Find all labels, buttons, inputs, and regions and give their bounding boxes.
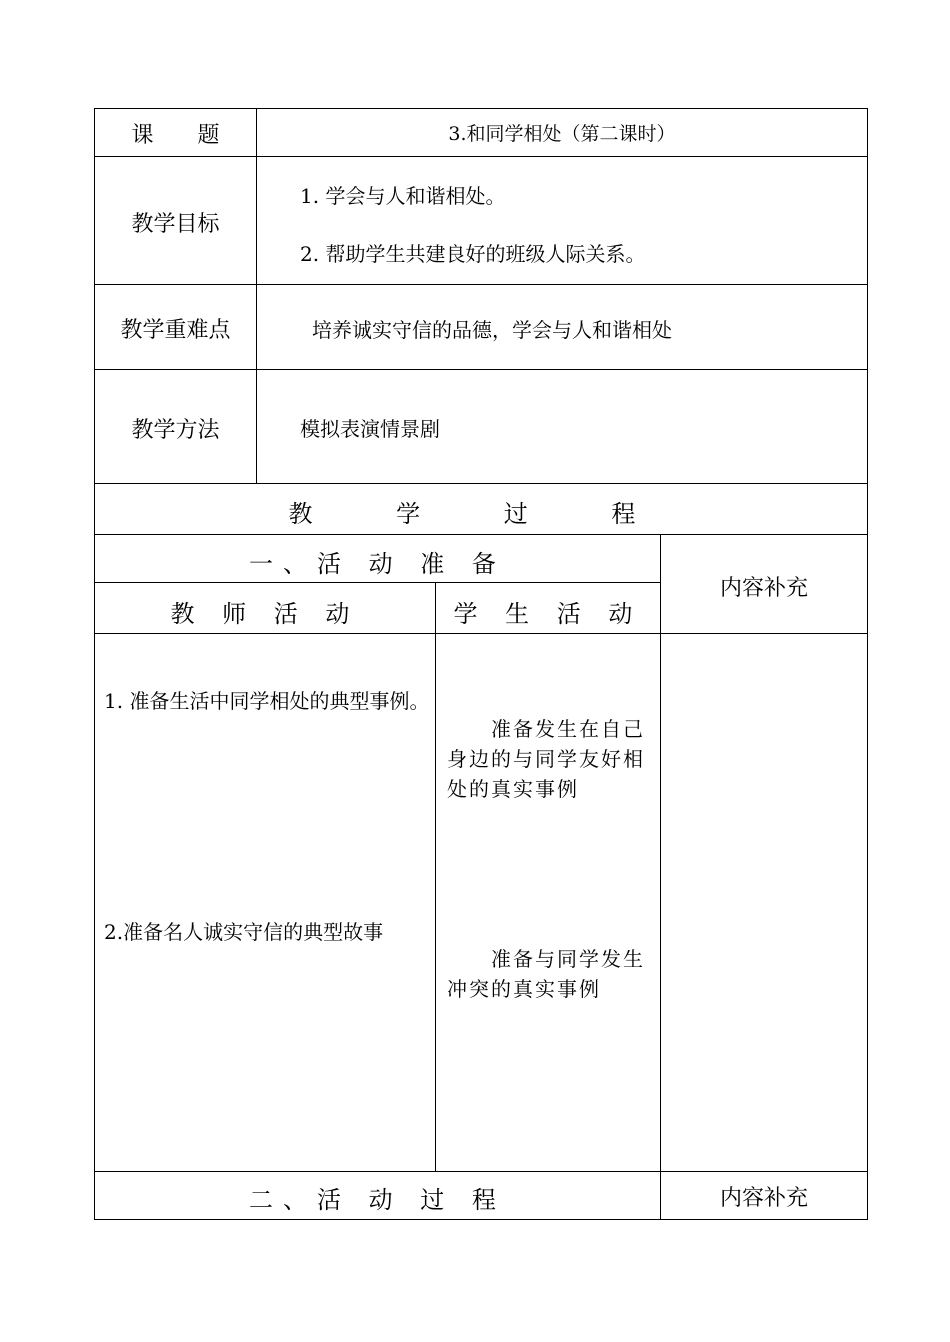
- teacher-activity-item: 2.准备名人诚实守信的典型故事: [104, 920, 384, 944]
- supplement-header-2: 内容补充: [719, 1186, 808, 1211]
- section1-title: 一、活 动 准 备: [249, 550, 506, 578]
- label-column-divider: [256, 108, 257, 484]
- row-divider: [94, 582, 660, 583]
- goal-item: 2. 帮助学生共建良好的班级人际关系。: [300, 242, 646, 266]
- topic-label: 课 题: [131, 123, 220, 148]
- teacher-activity-header: 教 师 活 动: [170, 600, 360, 628]
- topic-value: 3.和同学相处（第二课时）: [448, 123, 676, 145]
- table-border-right: [867, 108, 868, 1220]
- row-divider: [94, 483, 868, 484]
- process-title: 教 学 过 程: [288, 500, 674, 528]
- goal-item: 1. 学会与人和谐相处。: [300, 184, 506, 208]
- row-divider: [94, 534, 868, 535]
- row-divider: [94, 369, 868, 370]
- goals-label: 教学目标: [131, 212, 220, 237]
- teacher-student-divider: [435, 582, 436, 1172]
- student-activity-header: 学 生 活 动: [453, 600, 643, 628]
- row-divider: [94, 156, 868, 157]
- row-divider: [94, 1171, 868, 1172]
- supplement-header: 内容补充: [719, 576, 808, 601]
- student-activity-item: 准备与同学发生冲突的真实事例: [447, 947, 645, 1001]
- table-border-left: [94, 108, 95, 1220]
- teacher-activity-item: 1. 准备生活中同学相处的典型事例。: [104, 689, 430, 713]
- row-divider: [94, 284, 868, 285]
- table-border-bottom: [94, 1219, 868, 1220]
- section2-title: 二、活 动 过 程: [249, 1186, 506, 1214]
- student-activity-item: 准备发生在自己身边的与同学友好相处的真实事例: [447, 717, 645, 801]
- row-divider: [94, 633, 868, 634]
- method-label: 教学方法: [131, 418, 220, 443]
- focus-label: 教学重难点: [120, 318, 231, 343]
- focus-value: 培养诚实守信的品德，学会与人和谐相处: [312, 318, 672, 342]
- table-border-top: [94, 108, 868, 109]
- supplement-column-divider: [660, 534, 661, 1220]
- method-value: 模拟表演情景剧: [300, 417, 440, 441]
